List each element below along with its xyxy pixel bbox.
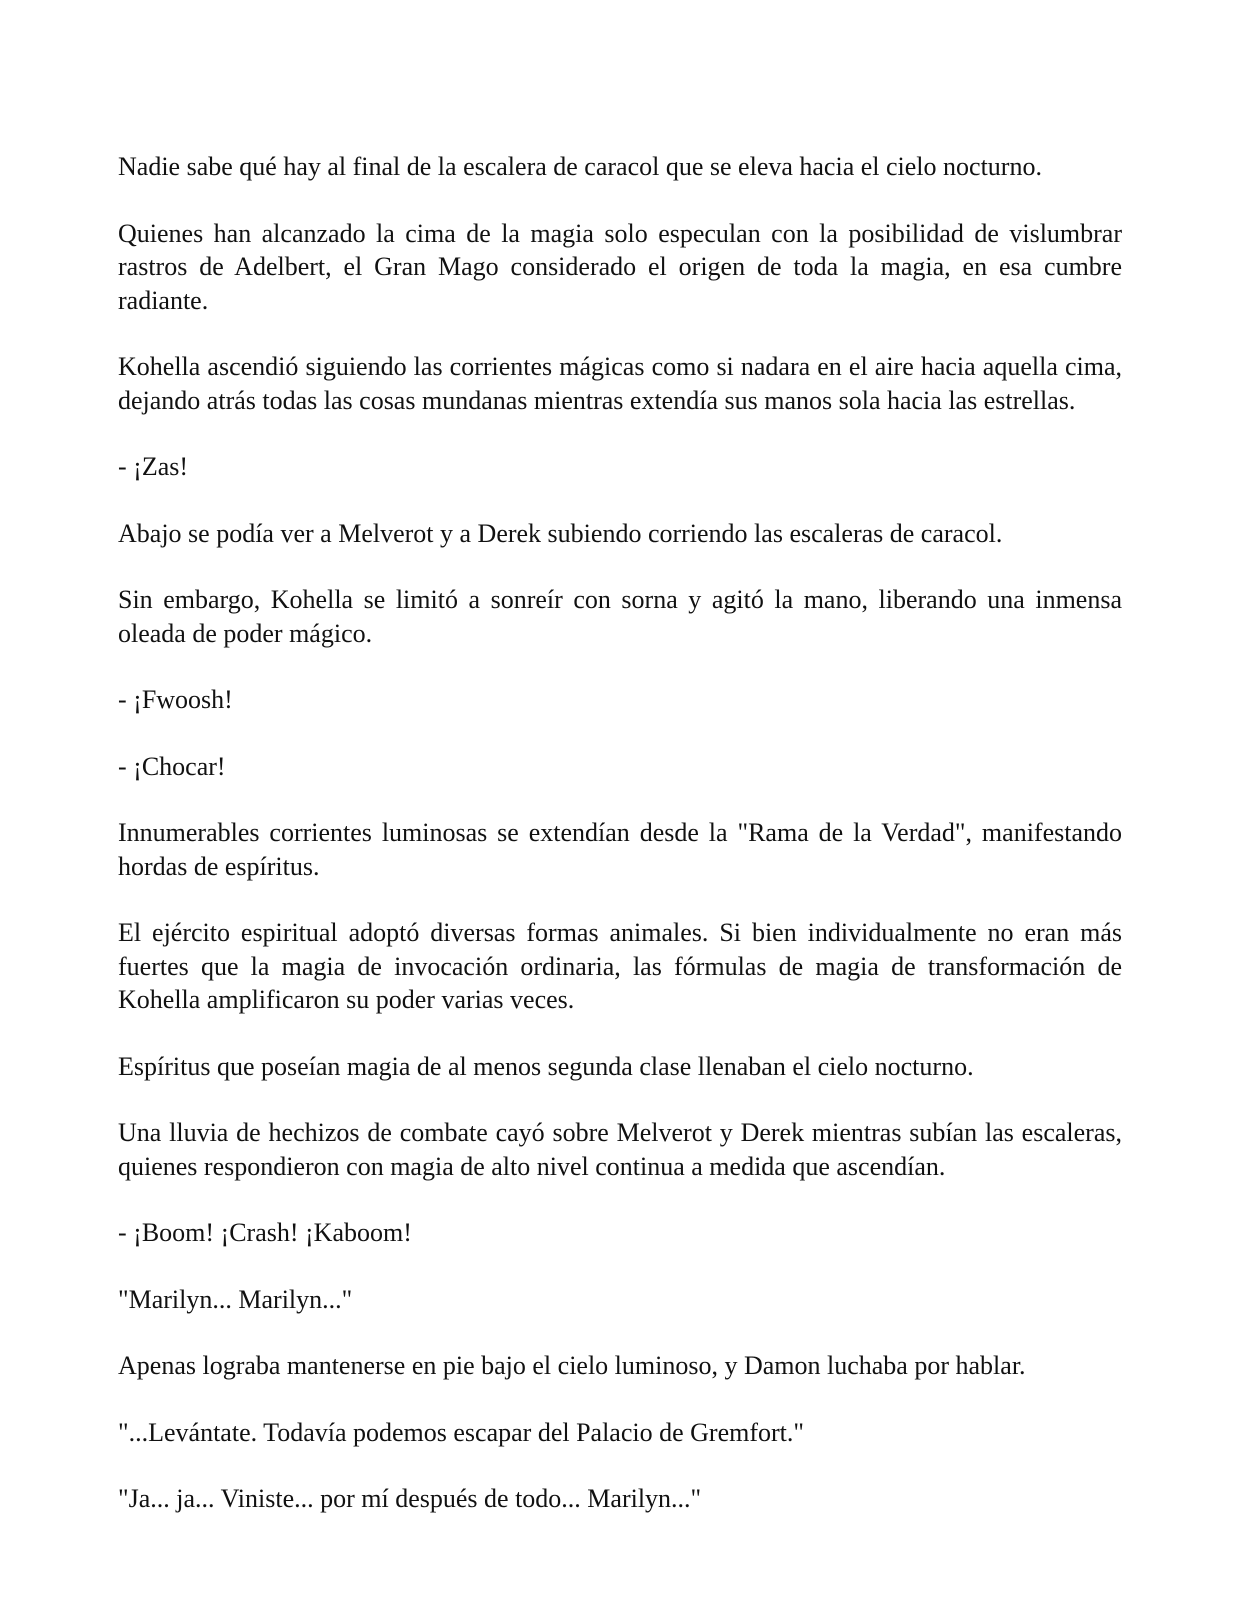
paragraph: - ¡Chocar!: [118, 751, 226, 781]
paragraph: - ¡Fwoosh!: [118, 685, 233, 714]
document-body: [118, 150, 1122, 1549]
paragraph: Nadie sabe qué hay al final de la escalera de caracol que se eleva hacia el cielo nocturno.: [118, 152, 1042, 181]
paragraph: Kohella ascendió siguiendo las corrientes mágicas como si nadara en el aire hacia aquella cima, dejando atrás todas las cosas mundanas mientras extendía sus manos sola hacia las estrellas.: [118, 352, 1122, 415]
paragraph: Una lluvia de hechizos de combate cayó sobre Melverot y Derek mientras subían las escaleras, quienes respondieron con magia de alto nivel continua a medida que ascendían.: [118, 1118, 1122, 1181]
paragraph: "...Levántate. Todavía podemos escapar del Palacio de Gremfort.": [118, 1417, 805, 1447]
paragraph: - ¡Boom! ¡Crash! ¡Kaboom!: [118, 1218, 412, 1247]
paragraph: "Ja... ja... Viniste... por mí después de todo... Marilyn...": [118, 1484, 702, 1513]
paragraph: Innumerables corrientes luminosas se extendían desde la "Rama de la Verdad", manifestando hordas de espíritus.: [118, 818, 1122, 881]
paragraph: "Marilyn... Marilyn...": [118, 1284, 353, 1314]
paragraph: El ejército espiritual adoptó diversas formas animales. Si bien individualmente no eran más fuertes que la magia de invocación ordinaria, las fórmulas de magia de transformación de Kohella amplificaron su poder varias veces.: [118, 918, 1122, 1014]
paragraph: Sin embargo, Kohella se limitó a sonreír con sorna y agitó la mano, liberando una inmensa oleada de poder mágico.: [118, 585, 1122, 648]
paragraph: Quienes han alcanzado la cima de la magia solo especulan con la posibilidad de vislumbrar rastros de Adelbert, el Gran Mago considerado el origen de toda la magia, en esa cumbre radiante.: [118, 218, 1122, 315]
paragraph: Espíritus que poseían magia de al menos segunda clase llenaban el cielo nocturno.: [118, 1051, 974, 1081]
paragraph: Apenas lograba mantenerse en pie bajo el cielo luminoso, y Damon luchaba por hablar.: [118, 1351, 1026, 1380]
paragraph: - ¡Zas!: [118, 452, 189, 481]
paragraph: Abajo se podía ver a Melverot y a Derek subiendo corriendo las escaleras de caracol.: [118, 518, 1003, 548]
